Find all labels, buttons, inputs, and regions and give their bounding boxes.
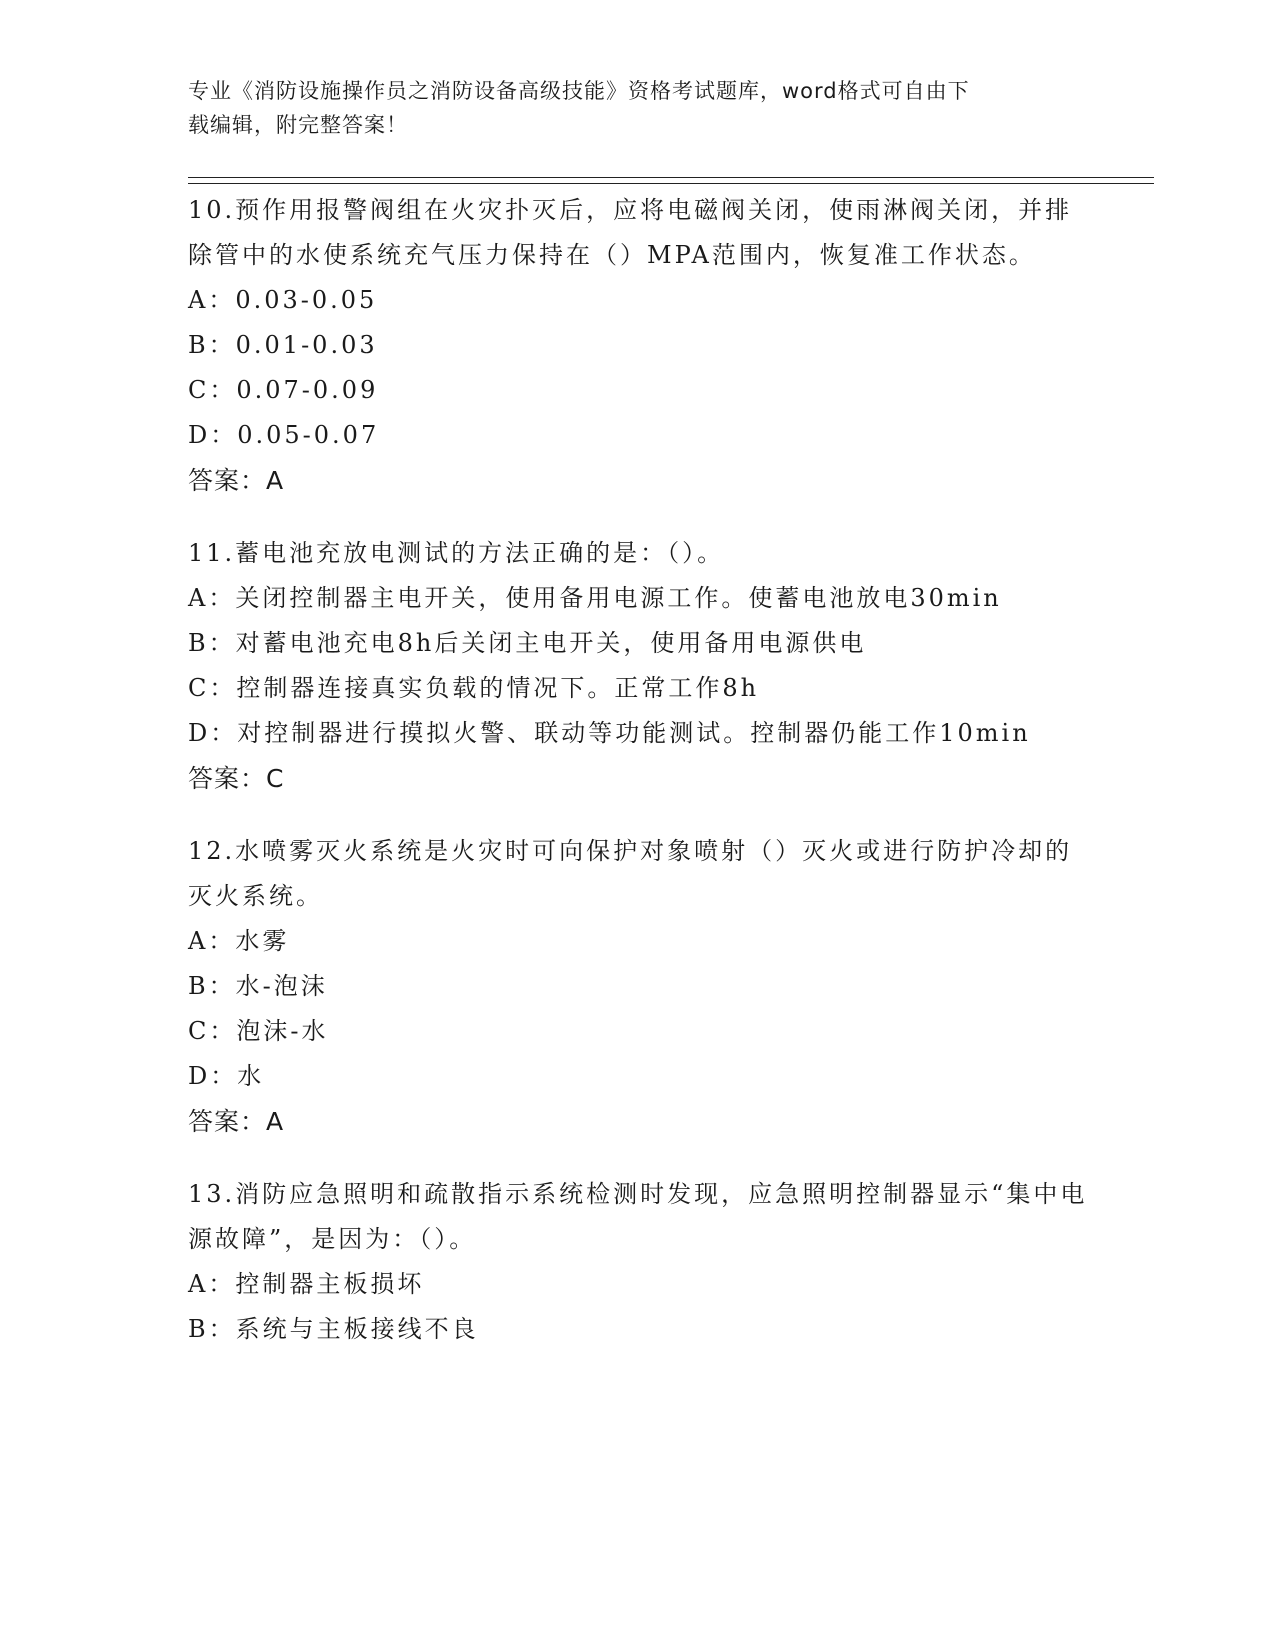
option-a: A：关闭控制器主电开关，使用备用电源工作。使蓄电池放电30min bbox=[188, 584, 1002, 612]
option-d: D：对控制器进行摸拟火警、联动等功能测试。控制器仍能工作10min bbox=[188, 719, 1031, 747]
question-text: 11.蓄电池充放电测试的方法正确的是：（）。 bbox=[188, 539, 725, 567]
answer-label: 答案：A bbox=[188, 1107, 285, 1136]
option-b: B：水-泡沫 bbox=[188, 972, 328, 1000]
question-12 bbox=[188, 829, 1148, 1144]
option-b: B：对蓄电池充电8h后关闭主电开关，使用备用电源供电 bbox=[188, 629, 867, 657]
option-a: A：0.03-0.05 bbox=[188, 286, 378, 314]
question-10 bbox=[188, 188, 1148, 503]
option-b: B：0.01-0.03 bbox=[188, 331, 378, 359]
document-header bbox=[188, 74, 1078, 142]
option-b: B：系统与主板接线不良 bbox=[188, 1315, 479, 1343]
option-a: A：控制器主板损坏 bbox=[188, 1270, 425, 1298]
header-line-1: 专业《消防设施操作员之消防设备高级技能》资格考试题库，word格式可自由下 bbox=[188, 79, 970, 103]
question-11 bbox=[188, 531, 1148, 801]
option-c: C：0.07-0.09 bbox=[188, 376, 379, 404]
header-divider-top bbox=[188, 177, 1154, 178]
option-d: D：水 bbox=[188, 1062, 265, 1090]
option-c: C：泡沫-水 bbox=[188, 1017, 329, 1045]
header-line-2: 载编辑，附完整答案！ bbox=[188, 113, 408, 137]
option-c: C：控制器连接真实负载的情况下。正常工作8h bbox=[188, 674, 760, 702]
answer-label: 答案：A bbox=[188, 466, 285, 495]
question-text: 13.消防应急照明和疏散指示系统检测时发现，应急照明控制器显示“集中电源故障”，是因为：（）。 bbox=[188, 1180, 1088, 1253]
question-text: 10.预作用报警阀组在火灾扑灭后，应将电磁阀关闭，使雨淋阀关闭，并排除管中的水使系统充气压力保持在（）MPA范围内，恢复准工作状态。 bbox=[188, 196, 1073, 269]
question-13 bbox=[188, 1172, 1148, 1352]
question-list bbox=[188, 188, 1148, 1380]
option-d: D：0.05-0.07 bbox=[188, 421, 380, 449]
answer-label: 答案：C bbox=[188, 764, 285, 793]
option-a: A：水雾 bbox=[188, 927, 290, 955]
header-divider-bottom bbox=[188, 183, 1154, 184]
question-text: 12.水喷雾灭火系统是火灾时可向保护对象喷射（）灭火或进行防护冷却的灭火系统。 bbox=[188, 837, 1073, 910]
